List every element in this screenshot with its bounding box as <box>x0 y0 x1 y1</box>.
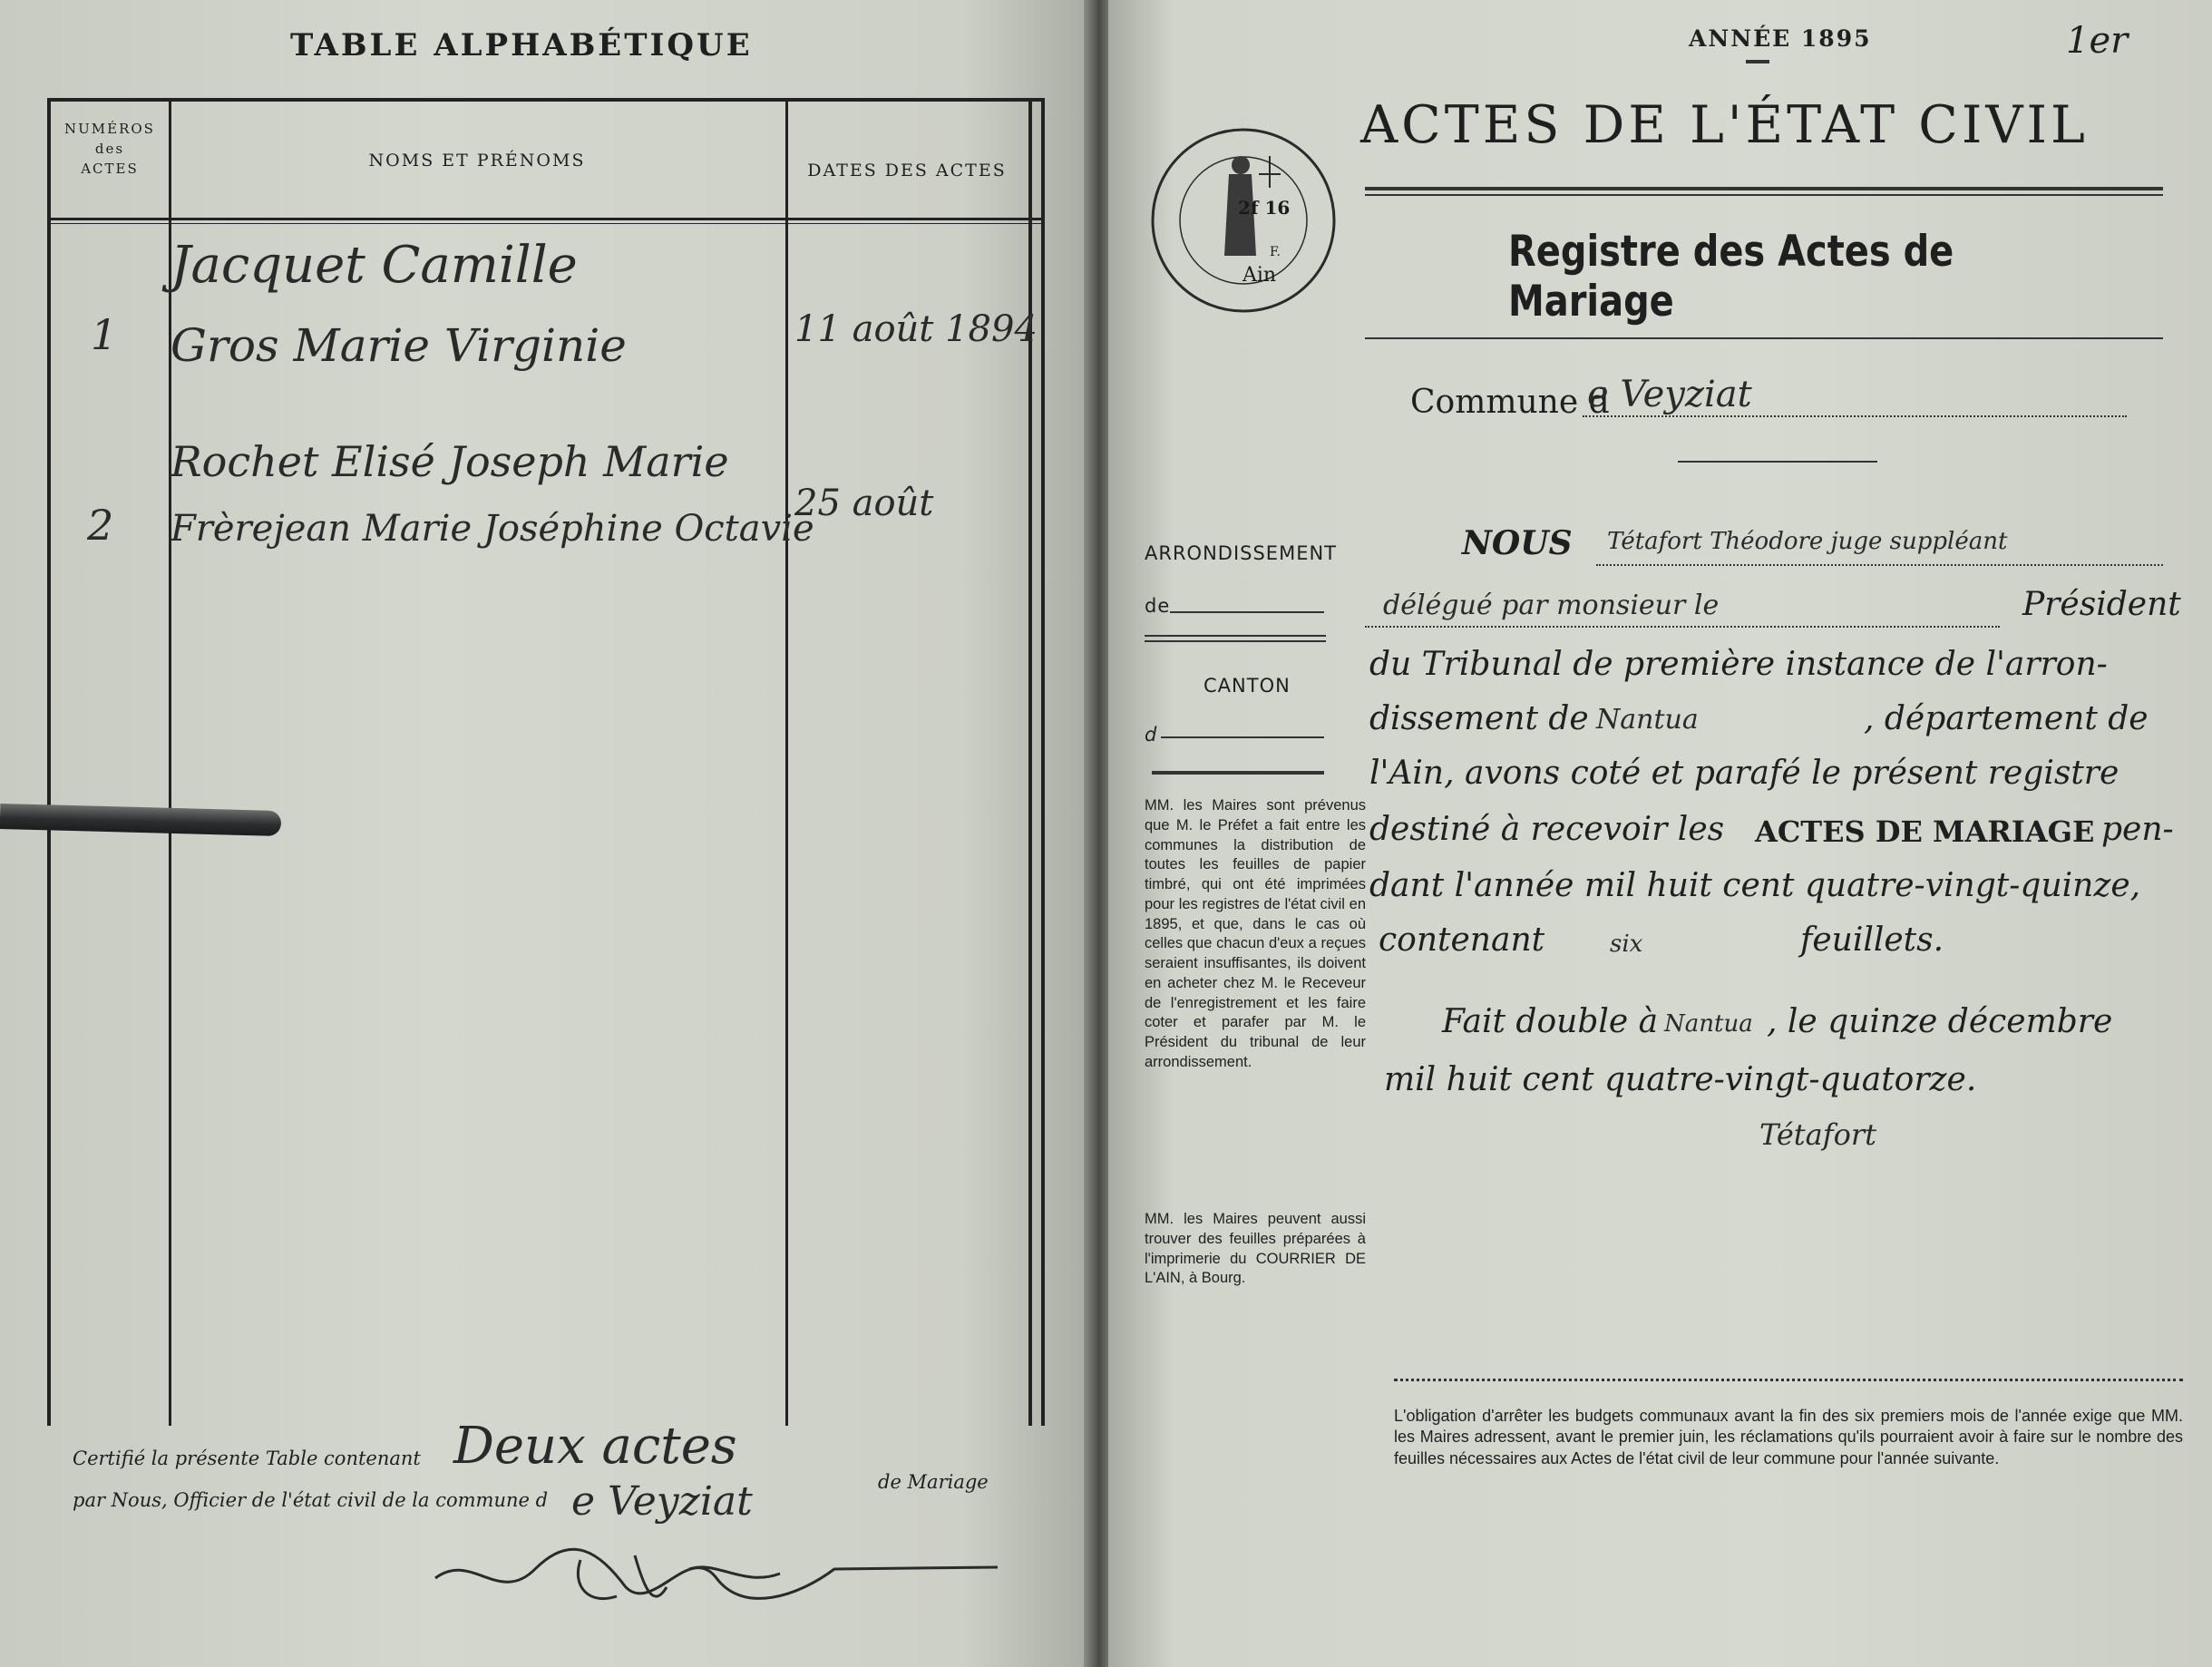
commune-value: e Veyziat <box>1587 374 1752 415</box>
margin-rule <box>1152 771 1324 775</box>
year-divider <box>1746 60 1769 63</box>
left-page <box>0 0 1093 1667</box>
svg-text:Ain: Ain <box>1242 264 1277 287</box>
canton-line <box>1161 736 1324 738</box>
column-divider <box>1028 102 1032 1426</box>
body-line: Fait double à <box>1442 1003 1659 1040</box>
judge-name: Tétafort Théodore juge suppléant <box>1607 528 2008 555</box>
column-divider <box>785 102 788 1426</box>
certification-commune: e Veyziat <box>571 1478 753 1525</box>
column-header-dates: DATES DES ACTES <box>807 161 1007 180</box>
delegation-line <box>1365 626 2000 628</box>
mayor-signature-image <box>417 1533 1007 1623</box>
svg-text:2f 16: 2f 16 <box>1238 197 1291 219</box>
certification-line2: par Nous, Officier de l'état civil de la commune d <box>73 1489 549 1511</box>
body-line: destiné à recevoir les <box>1369 811 1725 848</box>
margin-rule <box>1145 640 1326 642</box>
de-label: de <box>1145 595 1171 617</box>
entry-number: 2 <box>87 501 114 550</box>
body-line: du Tribunal de première instance de l'arron- <box>1369 646 2108 683</box>
body-line: feuillets. <box>1800 921 1944 959</box>
president-word: Président <box>2022 586 2181 623</box>
commune-label: Commune d <box>1410 384 1610 421</box>
column-header-numeros <box>51 120 169 179</box>
body-line: mil huit cent quatre-vingt-quatorze. <box>1384 1061 1977 1098</box>
column-header-noms: NOMS ET PRÉNOMS <box>368 151 586 171</box>
entry-name: Frèrejean Marie Joséphine Octavie <box>171 508 814 550</box>
entry-date: 11 août 1894 <box>794 308 1038 350</box>
column-header-numeros-line: ACTES <box>81 160 139 177</box>
header-divider <box>51 223 1041 224</box>
corner-note: 1er <box>2066 20 2129 62</box>
certification-suffix: de Mariage <box>878 1471 989 1493</box>
certification-count: Deux actes <box>453 1417 737 1476</box>
margin-rule <box>1145 635 1326 637</box>
body-line: , département de <box>1864 700 2149 737</box>
arrondissement-value: Nantua <box>1596 704 1699 736</box>
delegation: délégué par monsieur le <box>1383 590 1720 621</box>
body-line: contenant <box>1379 921 1545 959</box>
register-rule <box>1365 337 2163 339</box>
body-line: dant l'année mil huit cent quatre-vingt-quinze, <box>1369 867 2141 904</box>
sheet-count: six <box>1610 931 1643 958</box>
footnote-rule <box>1394 1379 2183 1381</box>
arrondissement-line <box>1170 611 1324 613</box>
title-rule <box>1365 187 2163 190</box>
alphabetical-table <box>47 98 1045 1426</box>
place-value: Nantua <box>1664 1010 1753 1038</box>
commune-rule <box>1678 461 1877 463</box>
nous-label: NOUS <box>1462 524 1573 562</box>
judge-signature: Tétafort <box>1759 1117 1876 1152</box>
main-title: ACTES DE L'ÉTAT CIVIL <box>1360 95 2089 155</box>
commune-line <box>1583 415 2127 417</box>
footnote: L'obligation d'arrêter les budgets communaux avant la fin des six premiers mois de l'année exige que MM. les Maires adressent, avant le premier juin, les réclamations qu'ils pourraient avoir à faire sur le nombre des feuilles nécessaires aux Actes de l'état civil de leur commune pour l'année suivante. <box>1394 1407 2183 1467</box>
title-rule <box>1365 194 2163 196</box>
header-divider <box>51 218 1041 220</box>
year-heading: ANNÉE 1895 <box>1689 25 1872 52</box>
certification-prefix: Certifié la présente Table contenant <box>73 1448 421 1469</box>
margin-note-courrier: MM. les Maires peuvent aussi trouver des feuilles préparées à l'imprimerie du COURRIER DE L'AIN, à Bourg. <box>1145 1211 1366 1287</box>
canton-label: CANTON <box>1203 675 1291 697</box>
register-title: Registre des Actes de Mariage <box>1508 227 1954 327</box>
entry-number: 1 <box>91 310 118 359</box>
actes-de-mariage-caps: ACTES DE MARIAGE <box>1755 814 2095 849</box>
body-line: , le quinze décembre <box>1767 1003 2113 1040</box>
arrondissement-label: ARRONDISSEMENT <box>1145 542 1338 564</box>
entry-name: Rochet Elisé Joseph Marie <box>171 437 729 486</box>
column-divider <box>169 102 171 1426</box>
table-title: TABLE ALPHABÉTIQUE <box>290 27 753 63</box>
entry-name: Jacquet Camille <box>171 236 578 295</box>
entry-date: 25 août <box>794 483 934 524</box>
entry-name: Gros Marie Virginie <box>171 319 627 372</box>
d-label: d <box>1145 724 1158 746</box>
body-line: l'Ain, avons coté et parafé le présent registre <box>1369 755 2119 792</box>
margin-note-papier-timbre: MM. les Maires sont prévenus que M. le Préfet a fait entre les communes la distribution de toutes les feuilles de papier timbré, qui ont été imprimées pour les registres de l'état civil en 1895, et que, dans le cas où celles que chacun d'eux a reçues seraient insuffisantes, ils doivent en acheter chez M. le Receveur de l'enregistrement et les faire coter et parafer par M. le Président du tribunal de leur arrondissement. <box>1145 797 1366 1070</box>
svg-text:F.: F. <box>1270 245 1281 259</box>
body-line: dissement de <box>1369 700 1589 737</box>
judge-line <box>1596 564 2163 566</box>
body-line: pen- <box>2101 811 2174 848</box>
fiscal-stamp-image <box>1143 120 1344 321</box>
column-header-numeros-line: NUMÉROS <box>64 121 155 137</box>
column-header-numeros-line: des <box>94 140 125 157</box>
